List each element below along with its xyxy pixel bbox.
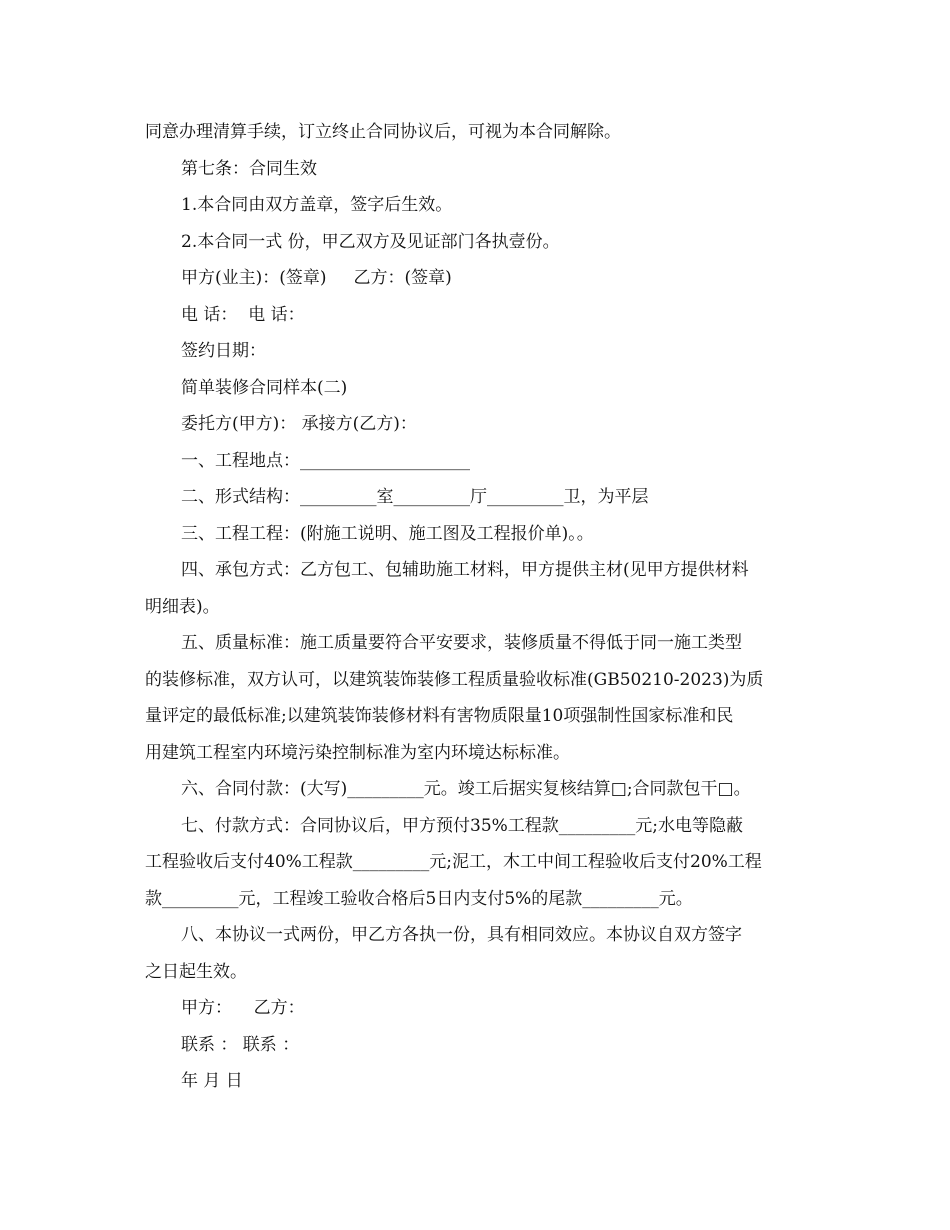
- clause-effective-on-signing: 1.本合同由双方盖章，签字后生效。: [181, 195, 453, 215]
- item-contract-payment: 六、合同付款：(大写)_________元。竣工后据实复核结算□;合同款包干□。: [181, 779, 751, 799]
- paragraph-termination-clause: 同意办理清算手续，订立终止合同协议后，可视为本合同解除。: [145, 122, 621, 142]
- document-body: [145, 114, 809, 1100]
- signing-date-line: 签约日期：: [181, 341, 266, 361]
- phone-line: 电 话： 电 话：: [181, 304, 305, 325]
- item-project-location: 一、工程地点：____________________: [181, 450, 470, 471]
- text-line: 款_________元，工程竣工验收合格后5日内支付5%的尾款_________元。: [145, 888, 693, 909]
- text-line: 的装修标准，双方认可，以建筑装饰装修工程质量验收标准(GB50210-2023)为质: [145, 669, 764, 690]
- item-agreement-copies: [145, 917, 809, 990]
- sample-two-title: 简单装修合同样本(二): [181, 377, 348, 398]
- text-line: 七、付款方式：合同协议后，甲方预付35%工程款_________元;水电等隐蔽: [181, 815, 744, 836]
- text-line: 工程验收后支付40%工程款_________元;泥工，木工中间工程验收后支付20%工程: [145, 852, 762, 872]
- signature-line-party-a-b: 甲方： 乙方：: [181, 998, 305, 1018]
- text-line: 用建筑工程室内环境污染控制标准为室内环境达标标准。: [145, 742, 570, 763]
- item-project-scope: 三、工程工程：(附施工说明、施工图及工程报价单)。。: [181, 523, 594, 544]
- contact-line: 联系 ： 联系 ：: [181, 1034, 300, 1055]
- item-quality-standard: [145, 625, 809, 771]
- text-line: 四、承包方式：乙方包工、包辅助施工材料，甲方提供主材(见甲方提供材料: [181, 560, 749, 580]
- clause-copies: 2.本合同一式 份，甲乙双方及见证部门各执壹份。: [181, 231, 560, 252]
- date-line: 年 月 日: [181, 1071, 243, 1091]
- text-line: 之日起生效。: [145, 961, 247, 982]
- text-line: 五、质量标准：施工质量要符合平安要求，装修质量不得低于同一施工类型: [181, 633, 742, 653]
- signature-line-parties: 甲方(业主)：(签章) 乙方：(签章): [181, 268, 452, 288]
- parties-line: 委托方(甲方)： 承接方(乙方)：: [181, 414, 417, 434]
- item-contract-method: [145, 552, 809, 625]
- text-line: 八、本协议一式两份，甲乙方各执一份，具有相同效应。本协议自双方签字: [181, 925, 742, 945]
- heading-article-seven: 第七条：合同生效: [181, 158, 317, 179]
- text-line: 量评定的最低标准;以建筑装饰装修材料有害物质限量10项强制性国家标准和民: [145, 706, 734, 726]
- item-structure: 二、形式结构：_________室_________厅_________卫，为平层: [181, 487, 649, 507]
- item-payment-method: [145, 808, 809, 918]
- text-line: 明细表)。: [145, 596, 220, 617]
